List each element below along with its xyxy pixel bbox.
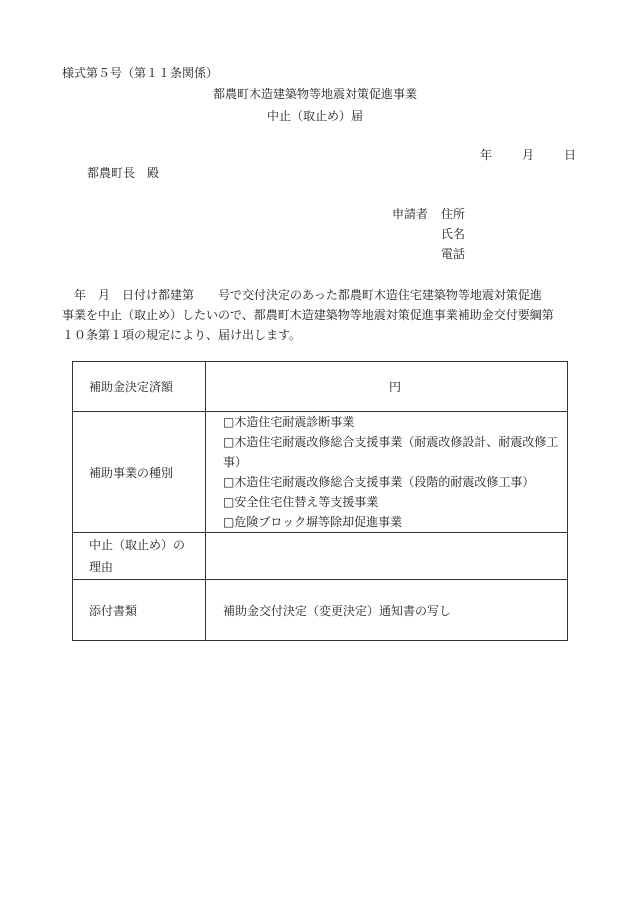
type-option-checkbox[interactable]: □木造住宅耐震改修総合支援事業（耐震改修設計、耐震改修工事） xyxy=(223,435,559,469)
type-option-checkbox[interactable]: □安全住宅住替え等支援事業 xyxy=(223,495,379,509)
reason-label-text: 中止（取止め）の理由 xyxy=(89,538,186,574)
type-label: 補助事業の種別 xyxy=(73,412,206,533)
date-day: 日 xyxy=(564,148,577,162)
body-line: １０条第１項の規定により、届け出します。 xyxy=(62,328,302,342)
applicant-name-label: 氏名 xyxy=(441,227,466,241)
form-number: 様式第５号（第１１条関係） xyxy=(62,66,219,80)
table-row-amount xyxy=(73,362,568,412)
title-line2: 中止（取止め）届 xyxy=(266,109,363,123)
attachment-value: 補助金交付決定（変更決定）通知書の写し xyxy=(206,580,568,641)
date-year: 年 xyxy=(480,148,493,162)
table-row-reason xyxy=(73,533,568,580)
addressee: 都農町長 殿 xyxy=(87,166,160,180)
body-line: 事業を中止（取止め）したいので、都農町木造建築物等地震対策促進事業補助金交付要綱第 xyxy=(62,308,554,322)
amount-label: 補助金決定済額 xyxy=(73,362,206,412)
applicant-address-label: 住所 xyxy=(441,207,466,221)
reason-field[interactable] xyxy=(206,533,568,580)
type-option-checkbox[interactable]: □木造住宅耐震診断事業 xyxy=(223,415,355,429)
amount-field[interactable]: 円 xyxy=(206,362,568,412)
applicant-label: 申請者 xyxy=(392,207,429,221)
type-option-checkbox[interactable]: □木造住宅耐震改修総合支援事業（段階的耐震改修工事） xyxy=(223,475,535,489)
date-month: 月 xyxy=(522,148,535,162)
table-row-attachment xyxy=(73,580,568,641)
date-line xyxy=(480,146,576,163)
table-row-type xyxy=(73,412,568,533)
attachment-label: 添付書類 xyxy=(73,580,206,641)
reason-label xyxy=(73,533,206,580)
body-line: 年 月 日付け都建第 号で交付決定のあった都農町木造住宅建築物等地震対策促進 xyxy=(62,288,542,302)
type-option-checkbox[interactable]: □危険ブロック塀等除却促進事業 xyxy=(223,515,403,529)
body-paragraph xyxy=(62,285,572,345)
title-line1: 都農町木造建築物等地震対策促進事業 xyxy=(212,87,417,101)
form-table xyxy=(72,361,568,641)
type-options xyxy=(206,412,568,533)
applicant-phone-label: 電話 xyxy=(441,247,466,261)
